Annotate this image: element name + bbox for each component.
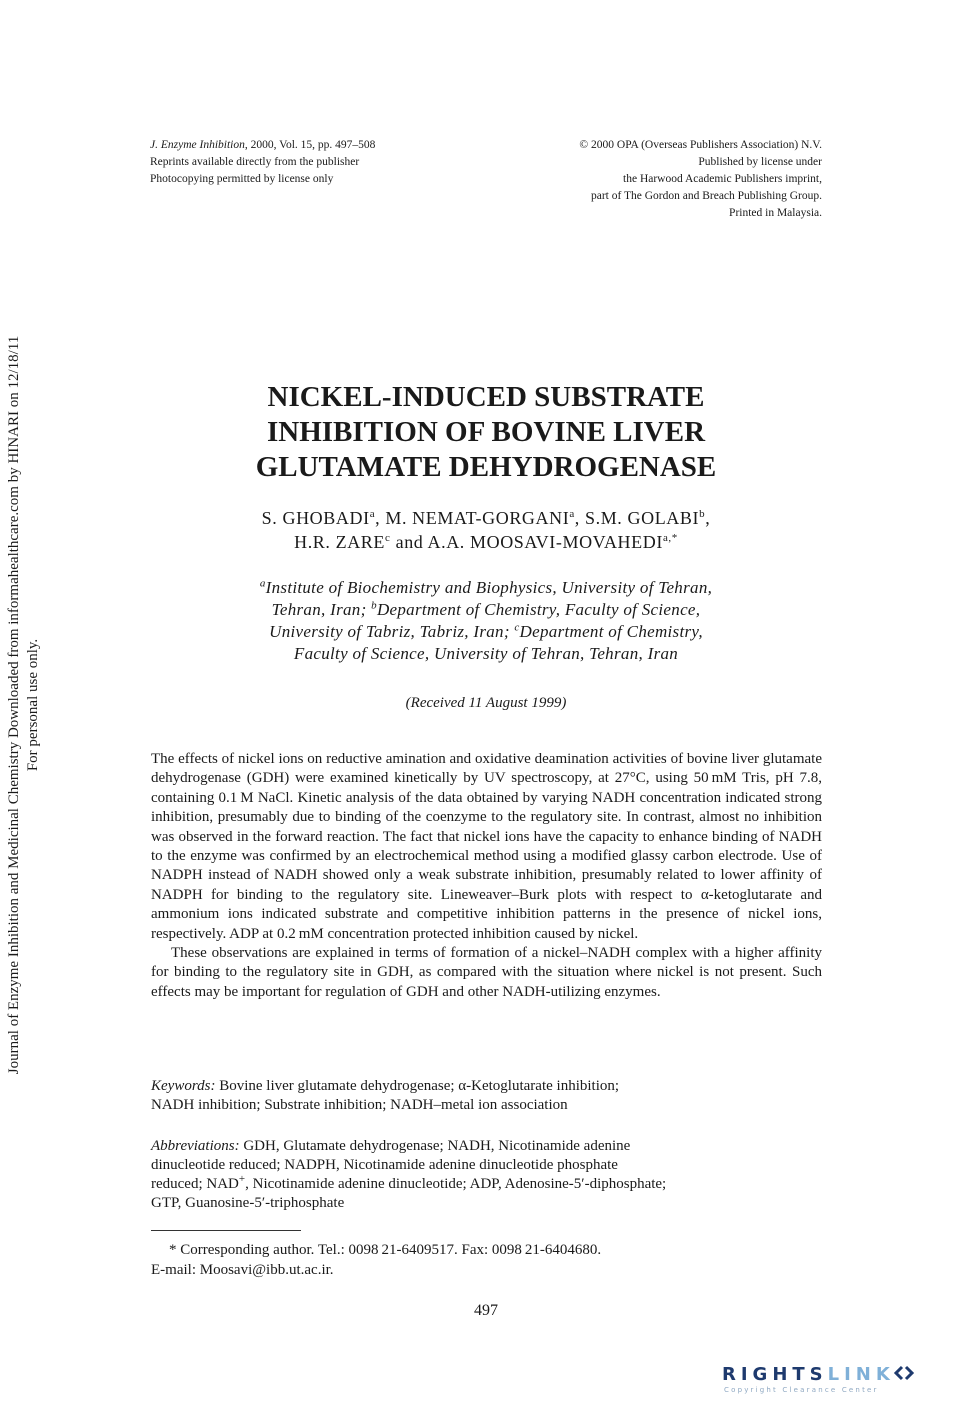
affiliation-line-4: Faculty of Science, University of Tehran, Tehran, Iran <box>293 644 679 663</box>
author-moosavi-movahedi: and A.A. MOOSAVI-MOVAHEDI <box>390 532 663 552</box>
author-line-2 <box>150 530 822 554</box>
affiliation-text: University of Tabriz, Tabriz, Iran; <box>269 622 515 641</box>
personal-use-note: For personal use only. <box>25 638 41 772</box>
email-note: E-mail: Moosavi@ibb.ut.ac.ir. <box>151 1261 334 1278</box>
affiliation-marker: c <box>514 621 520 634</box>
affiliation-text: Department of Chemistry, Faculty of Science, <box>376 600 701 619</box>
copyright-line: © 2000 OPA (Overseas Publishers Association) N.V. <box>579 139 822 151</box>
abbreviations-label: Abbreviations: <box>151 1138 240 1154</box>
logo-link-text: LINK <box>827 1364 895 1385</box>
logo-tagline: Copyright Clearance Center <box>724 1386 879 1394</box>
received-date: (Received 11 August 1999) <box>405 695 567 711</box>
affiliation-line-1 <box>150 577 822 599</box>
keywords-line-2: NADH inhibition; Substrate inhibition; NADH–metal ion association <box>151 1097 568 1113</box>
footnote <box>151 1241 822 1280</box>
rightslink-arrows-icon <box>893 1365 915 1381</box>
abstract-paragraph-1: The effects of nickel ions on reductive amination and oxidative deamination activities of bovine liver glutamate dehydrogenase (GDH) were examined kinetically by UV spectroscopy, at 27°C, using 50 mM Tris, pH 7.8, containing 0.1 M NaCl. Kinetic analysis of the data obtained by varying NADH concentration indicated strong inhibition, presumably due to binding of the coenzyme to the regulatory site. In contrast, almost no inhibition was observed in the forward reaction. The fact that nickel ions have the capacity to enhance binding of NADH to the enzyme was confirmed by an electrochemical method using a modified glassy carbon electrode. Use of NADPH instead of NADH showed only a weak substrate inhibition, presumably related to lower affinity of NADPH for binding to the regulatory site. Lineweaver–Burk plots with respect to α-ketoglutarate and ammonium ions indicated substrate and competitive inhibition patterns in the presence of nickel ions, respectively. ADP at 0.2 mM concentration protected inhibition caused by nickel. <box>151 751 822 942</box>
corresponding-author-note: * Corresponding author. Tel.: 0098 21-6409517. Fax: 0098 21-6404680. <box>169 1242 602 1258</box>
title-line-1: NICKEL-INDUCED SUBSTRATE <box>267 381 705 413</box>
download-watermark <box>5 285 45 1125</box>
keywords-line-1 <box>151 1077 822 1096</box>
title-line-2: INHIBITION OF BOVINE LIVER <box>266 416 706 448</box>
keywords-text: Bovine liver glutamate dehydrogenase; α-Ketoglutarate inhibition; <box>215 1078 620 1094</box>
affiliation-marker: b <box>699 508 706 520</box>
author-ghobadi: S. GHOBADI <box>261 508 370 528</box>
author-nemat-gorgani: , M. NEMAT-GORGANI <box>375 508 570 528</box>
abbreviations-line-2: dinucleotide reduced; NADPH, Nicotinamide adenine dinucleotide phosphate <box>151 1157 618 1173</box>
abbreviations <box>151 1137 822 1213</box>
keywords <box>151 1077 822 1115</box>
rightslink-wordmark <box>722 1364 915 1385</box>
citation-details: , 2000, Vol. 15, pp. 497–508 <box>244 139 376 151</box>
photocopying-line: Photocopying permitted by license only <box>150 173 334 185</box>
author-separator: , <box>705 508 711 528</box>
reprints-line: Reprints available directly from the publisher <box>150 156 360 168</box>
superscript-plus: + <box>238 1173 246 1185</box>
author-list <box>150 506 822 554</box>
title-line-3: GLUTAMATE DEHYDROGENASE <box>255 451 717 483</box>
affiliation-marker: a <box>259 577 266 590</box>
author-line-1 <box>150 506 822 530</box>
affiliation-line-3 <box>150 621 822 643</box>
affiliations <box>150 577 822 665</box>
abstract <box>151 750 822 1002</box>
affiliation-line-2 <box>150 599 822 621</box>
paper-title <box>150 380 822 485</box>
affiliation-marker: a <box>369 508 376 520</box>
journal-header-right <box>470 137 822 222</box>
abstract-paragraph-2: These observations are explained in terms of formation of a nickel–NADH complex with a higher affinity for binding to the regulatory site in GDH, as compared with the situation where nickel is not present. Such effects may be important for regulation of GDH and other NADH-utilizing enzymes. <box>151 945 822 1000</box>
footnote-divider <box>151 1230 301 1231</box>
keywords-label: Keywords: <box>151 1078 216 1094</box>
affiliation-marker: a,* <box>662 532 678 544</box>
affiliation-text: Department of Chemistry, <box>519 622 703 641</box>
printed-line: Printed in Malaysia. <box>729 207 822 219</box>
author-golabi: , S.M. GOLABI <box>574 508 700 528</box>
license-line: Published by license under <box>698 156 822 168</box>
author-zare: H.R. ZARE <box>294 532 386 552</box>
affiliation-text: Tehran, Iran; <box>271 600 372 619</box>
imprint-line: the Harwood Academic Publishers imprint, <box>623 173 822 185</box>
publishing-group-line: part of The Gordon and Breach Publishing Group. <box>590 190 822 202</box>
affiliation-marker: b <box>371 599 377 612</box>
abbreviations-text: , Nicotinamide adenine dinucleotide; ADP, Adenosine-5′-diphosphate; <box>245 1176 667 1192</box>
abbreviations-line-4: GTP, Guanosine-5′-triphosphate <box>151 1195 345 1211</box>
affiliation-marker: c <box>385 532 391 544</box>
logo-rights-text: RIGHTS <box>722 1364 828 1385</box>
page-number: 497 <box>474 1302 498 1319</box>
abbreviations-text: reduced; NAD <box>151 1176 239 1192</box>
abbreviations-text: GDH, Glutamate dehydrogenase; NADH, Nicotinamide adenine <box>239 1138 631 1154</box>
affiliation-marker: a <box>569 508 575 520</box>
abbreviations-line-3 <box>151 1175 822 1194</box>
abbreviations-line-1 <box>151 1137 822 1156</box>
rightslink-logo <box>722 1364 954 1400</box>
download-note: Journal of Enzyme Inhibition and Medicinal Chemistry Downloaded from informahealthcare.com by HINARI on 12/18/11 <box>6 335 22 1075</box>
journal-name: J. Enzyme Inhibition <box>150 139 245 151</box>
affiliation-text: Institute of Biochemistry and Biophysics, University of Tehran, <box>265 578 713 597</box>
